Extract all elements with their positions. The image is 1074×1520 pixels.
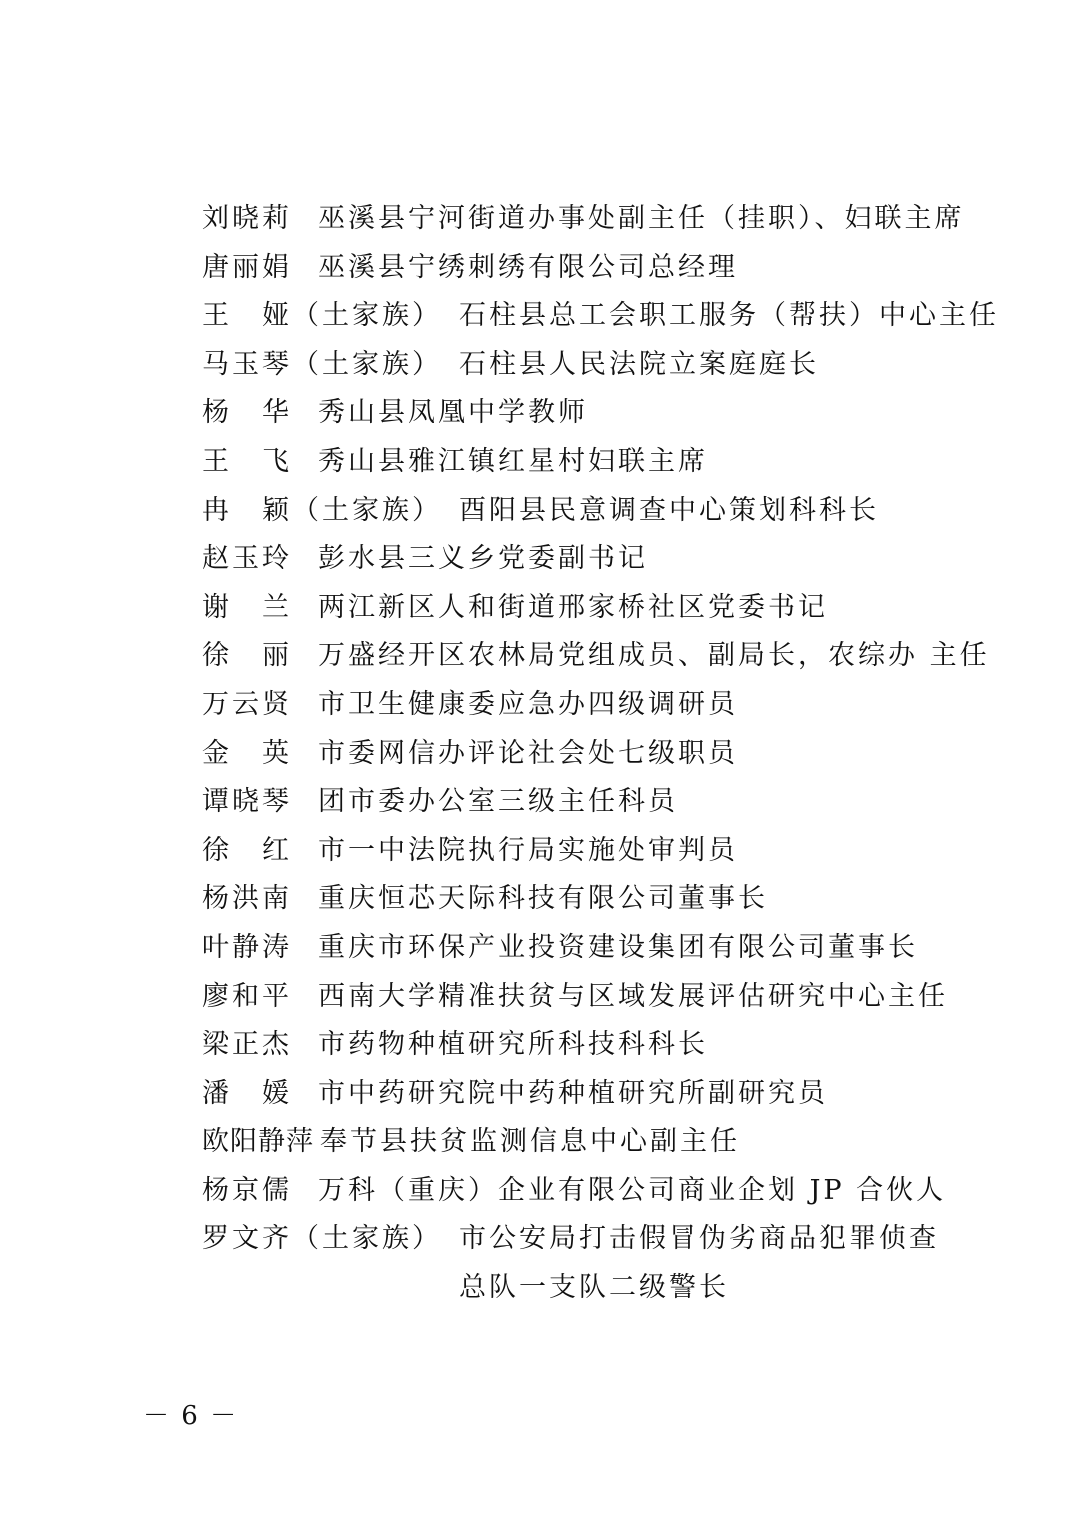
person-name: 徐 丽 bbox=[202, 640, 292, 672]
person-title: 重庆恒芯天际科技有限公司董事长 bbox=[318, 883, 768, 915]
list-item bbox=[202, 681, 962, 730]
person-name: 王 飞 bbox=[202, 445, 292, 477]
list-item bbox=[202, 1021, 962, 1070]
person-name: 杨洪南 bbox=[202, 883, 292, 915]
person-name: 杨京儒 bbox=[202, 1174, 292, 1206]
person-title: 市委网信办评论社会处七级职员 bbox=[318, 737, 738, 769]
list-item bbox=[202, 195, 965, 244]
person-title: 西南大学精准扶贫与区域发展评估研究中心主任 bbox=[318, 980, 948, 1012]
list-item bbox=[202, 1264, 962, 1313]
person-title: 彭水县三义乡党委副书记 bbox=[318, 543, 648, 575]
person-name: 金 英 bbox=[202, 737, 292, 769]
list-item bbox=[202, 535, 962, 584]
person-title: 巫溪县宁河街道办事处副主任（挂职）、妇联主席 bbox=[318, 203, 965, 234]
person-title: 市公安局打击假冒伪劣商品犯罪侦查 bbox=[459, 1223, 939, 1255]
person-title: 万盛经开区农林局党组成员、副局长，农综办 主任 bbox=[318, 640, 990, 672]
person-title: 重庆市环保产业投资建设集团有限公司董事长 bbox=[318, 931, 918, 963]
person-name: 唐丽娟 bbox=[202, 251, 292, 283]
person-name: 廖和平 bbox=[202, 980, 292, 1012]
person-name: 刘晓莉 bbox=[202, 203, 292, 234]
person-title: 秀山县凤凰中学教师 bbox=[318, 397, 588, 429]
list-item bbox=[202, 924, 962, 973]
person-title: 市卫生健康委应急办四级调研员 bbox=[318, 688, 738, 720]
person-title: 秀山县雅江镇红星村妇联主席 bbox=[318, 445, 708, 477]
list-item bbox=[202, 1167, 962, 1216]
list-item bbox=[202, 1070, 962, 1119]
person-name: 叶静涛 bbox=[202, 931, 292, 963]
person-title: 两江新区人和街道邢家桥社区党委书记 bbox=[318, 591, 828, 623]
person-title: 巫溪县宁绣刺绣有限公司总经理 bbox=[318, 251, 738, 283]
list-item bbox=[202, 341, 962, 390]
list-item bbox=[202, 827, 962, 876]
person-title: 市中药研究院中药种植研究所副研究员 bbox=[318, 1077, 828, 1109]
person-name: 欧阳静萍 bbox=[202, 1126, 314, 1158]
person-title: 万科（重庆）企业有限公司商业企划 JP 合伙人 bbox=[318, 1174, 947, 1206]
person-name: 冉 颖（土家族） bbox=[202, 494, 442, 526]
person-name: 赵玉玲 bbox=[202, 543, 292, 575]
person-name: 潘 媛 bbox=[202, 1077, 292, 1109]
person-title: 团市委办公室三级主任科员 bbox=[318, 786, 678, 818]
list-item bbox=[202, 1118, 962, 1167]
person-title: 石柱县总工会职工服务（帮扶）中心主任 bbox=[459, 300, 999, 332]
person-title: 石柱县人民法院立案庭庭长 bbox=[459, 348, 819, 380]
list-item bbox=[202, 292, 999, 341]
list-item bbox=[202, 973, 962, 1022]
person-title: 酉阳县民意调查中心策划科科长 bbox=[459, 494, 879, 526]
list-item bbox=[202, 389, 962, 438]
page-number: － 6 － bbox=[143, 1401, 239, 1431]
person-name: 杨 华 bbox=[202, 397, 292, 429]
person-name: 王 娅（土家族） bbox=[202, 300, 442, 332]
list-item bbox=[202, 584, 962, 633]
person-name: 罗文齐（土家族） bbox=[202, 1223, 442, 1255]
person-name: 马玉琴（土家族） bbox=[202, 348, 442, 380]
list-item bbox=[202, 778, 962, 827]
person-name: 梁正杰 bbox=[202, 1029, 292, 1061]
person-title: 市药物种植研究所科技科科长 bbox=[318, 1029, 708, 1061]
person-name: 谭晓琴 bbox=[202, 786, 292, 818]
list-item bbox=[202, 438, 962, 487]
list-item bbox=[202, 1215, 962, 1264]
list-item bbox=[202, 244, 962, 293]
person-title: 总队一支队二级警长 bbox=[459, 1272, 729, 1304]
list-item bbox=[202, 730, 962, 779]
person-title: 市一中法院执行局实施处审判员 bbox=[318, 834, 738, 866]
person-name: 万云贤 bbox=[202, 688, 292, 720]
name-list bbox=[202, 195, 999, 1313]
list-item bbox=[202, 632, 990, 681]
list-item bbox=[202, 487, 962, 536]
person-name: 徐 红 bbox=[202, 834, 292, 866]
list-item bbox=[202, 875, 962, 924]
person-title: 奉节县扶贫监测信息中心副主任 bbox=[320, 1126, 740, 1158]
person-name: 谢 兰 bbox=[202, 591, 292, 623]
